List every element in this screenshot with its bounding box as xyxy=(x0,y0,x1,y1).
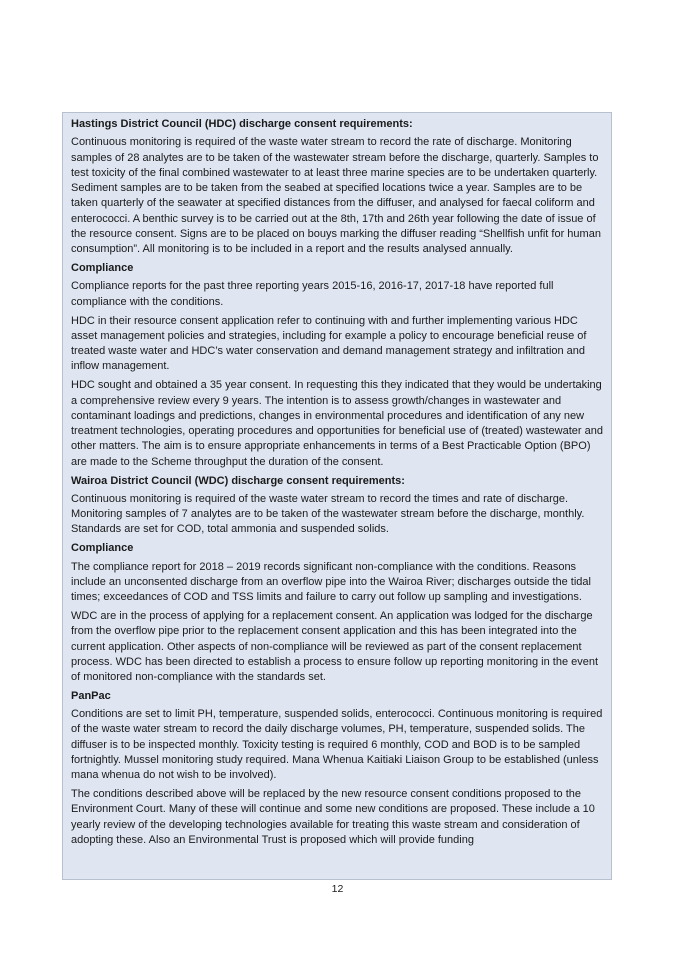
section-heading-panpac: PanPac xyxy=(71,689,111,702)
paragraph-wdc-requirements: Continuous monitoring is required of the waste water stream to record the times and rate of discharge. Monitoring samples of 7 analytes are to be taken of the wastewater stream before the discharge, monthly. Standards are set for COD, total ammonia and suspended solids. xyxy=(71,492,585,536)
section-heading-hdc: Hastings District Council (HDC) discharge consent requirements: xyxy=(71,118,413,130)
paragraph-wdc-replacement-consent: WDC are in the process of applying for a replacement consent. An application was lodged for the discharge from the overflow pipe prior to the replacement consent application and this has been integrated into the current application. Other aspects of non-compliance will be reviewed as part of the consent replacement process. WDC has been directed to establish a process to ensure follow up reporting monitoring in the event of monitored non-compliance with the standards set. xyxy=(71,609,599,684)
section-heading-hdc-compliance: Compliance xyxy=(71,262,134,275)
paragraph-hdc-consent-review: HDC sought and obtained a 35 year consent. In requesting this they indicated that they would be undertaking a comprehensive review every 9 years. The intention is to assess growth/changes in wastewater and contaminant loadings and predictions, changes in environmental procedures and identification of any new treatment technologies, operating procedures and opportunities for beneficial use of (treated) wastewater and other matters. The aim is to ensure appropriate enhancements in terms of a Best Practicable Option (BPO) are made to the Scheme throughput the duration of the consent. xyxy=(71,379,603,468)
paragraph-wdc-compliance-report: The compliance report for 2018 – 2019 records significant non-compliance with the conditions. Reasons include an unconsented discharge from an overflow pipe into the Wairoa River; discharges outside the tidal times; exceedances of COD and TSS limits and failure to carry out follow up sampling and investigations. xyxy=(71,560,591,604)
paragraph-hdc-compliance-reports: Compliance reports for the past three reporting years 2015-16, 2016-17, 2017-18 have reported full compliance with the conditions. xyxy=(71,280,554,308)
page-number: 12 xyxy=(331,883,344,895)
paragraph-panpac-conditions: Conditions are set to limit PH, temperature, suspended solids, enterococci. Continuous monitoring is required of the waste water stream to record the daily discharge volumes, PH, temperature, suspended solids. The diffuser is to be inspected monthly. Toxicity testing is required 6 monthly, COD and BOD is to be sampled fortnightly. Mussel monitoring study required. Mana Whenua Kaitiaki Liaison Group to be established (unless mana whenua do not wish to be involved). xyxy=(71,708,603,782)
section-heading-wdc: Wairoa District Council (WDC) discharge consent requirements: xyxy=(71,474,405,487)
section-heading-wdc-compliance: Compliance xyxy=(71,542,134,555)
paragraph-panpac-new-conditions: The conditions described above will be replaced by the new resource consent conditions proposed to the Environment Court. Many of these will continue and some new conditions are proposed. These include a 10 yearly review of the developing technologies available for treating this waste stream and consideration of adopting these. Also an Environmental Trust is proposed which will provide funding xyxy=(71,788,595,847)
paragraph-hdc-requirements: Continuous monitoring is required of the waste water stream to record the rate of discharge. Monitoring samples of 28 analytes are to be taken of the wastewater stream before the discharge, quarterly. Samples to test toxicity of the final combined wastewater to at least three marine species are to be undertaken quarterly. Sediment samples are to be taken from the seabed at specified locations twice a year. Samples are to be taken quarterly of the seawater at specified distances from the diffuser, and analysed for faecal coliform and enterococci. A benthic survey is to be carried out at the 8th, 17th and 26th year following the date of issue of the resource consent. Signs are to be placed on bouys marking the diffuser reading “Shellfish unfit for human consumption”. All monitoring is to be included in a report and the results analysed annually. xyxy=(71,136,601,256)
content-panel xyxy=(62,112,612,880)
paragraph-hdc-asset-management: HDC in their resource consent application refer to continuing with and further implementing various HDC asset management policies and strategies, including for example a policy to encourage beneficial reuse of treated waste water and HDC’s water conservation and demand management strategy and infiltration and inflow management. xyxy=(71,314,587,373)
